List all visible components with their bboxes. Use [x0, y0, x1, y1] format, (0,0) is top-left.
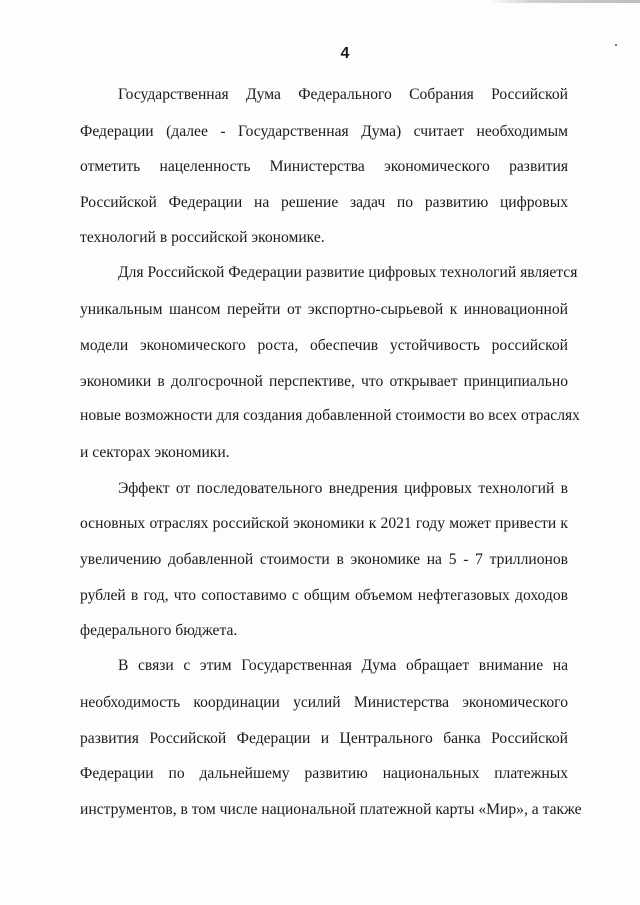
page-number: 4: [340, 45, 350, 62]
scan-edge-mark: [488, 0, 640, 3]
text-line: Федерации (далее - Государственная Дума) считает необходимым: [80, 123, 568, 140]
text-line: федерального бюджета.: [80, 622, 238, 639]
text-line: технологий в российской экономике.: [80, 229, 325, 246]
text-line: основных отраслях российской экономики к 2021 году может привести к: [80, 515, 568, 532]
text-line: увеличению добавленной стоимости в экономике на 5 - 7 триллионов: [80, 551, 568, 568]
text-line: Для Российской Федерации развитие цифровых технологий является: [118, 264, 578, 281]
text-line: отметить нацеленность Министерства экономического развития: [80, 158, 568, 175]
text-line: Эффект от последовательного внедрения цифровых технологий в: [118, 480, 568, 497]
text-line: развития Российской Федерации и Центрального банка Российской: [80, 730, 568, 747]
text-line: новые возможности для создания добавленной стоимости во всех отраслях: [80, 407, 580, 424]
text-line: инструментов, в том числе национальной платежной карты «Мир», а также: [80, 801, 582, 818]
text-line: В связи с этим Государственная Дума обращает внимание на: [118, 657, 568, 674]
text-line: модели экономического роста, обеспечив устойчивость российской: [80, 337, 568, 354]
text-line: рублей в год, что сопоставимо с общим объемом нефтегазовых доходов: [80, 587, 568, 604]
text-line: Федерации по дальнейшему развитию национальных платежных: [80, 765, 568, 782]
text-line: уникальным шансом перейти от экспортно-сырьевой к инновационной: [80, 301, 568, 318]
text-line: и секторах экономики.: [80, 444, 230, 461]
text-line: Государственная Дума Федерального Собрания Российской: [118, 86, 568, 103]
text-line: необходимость координации усилий Министерства экономического: [80, 694, 568, 711]
text-line: экономики в долгосрочной перспективе, что открывает принципиально: [80, 373, 568, 390]
text-line: Российской Федерации на решение задач по развитию цифровых: [80, 194, 568, 211]
